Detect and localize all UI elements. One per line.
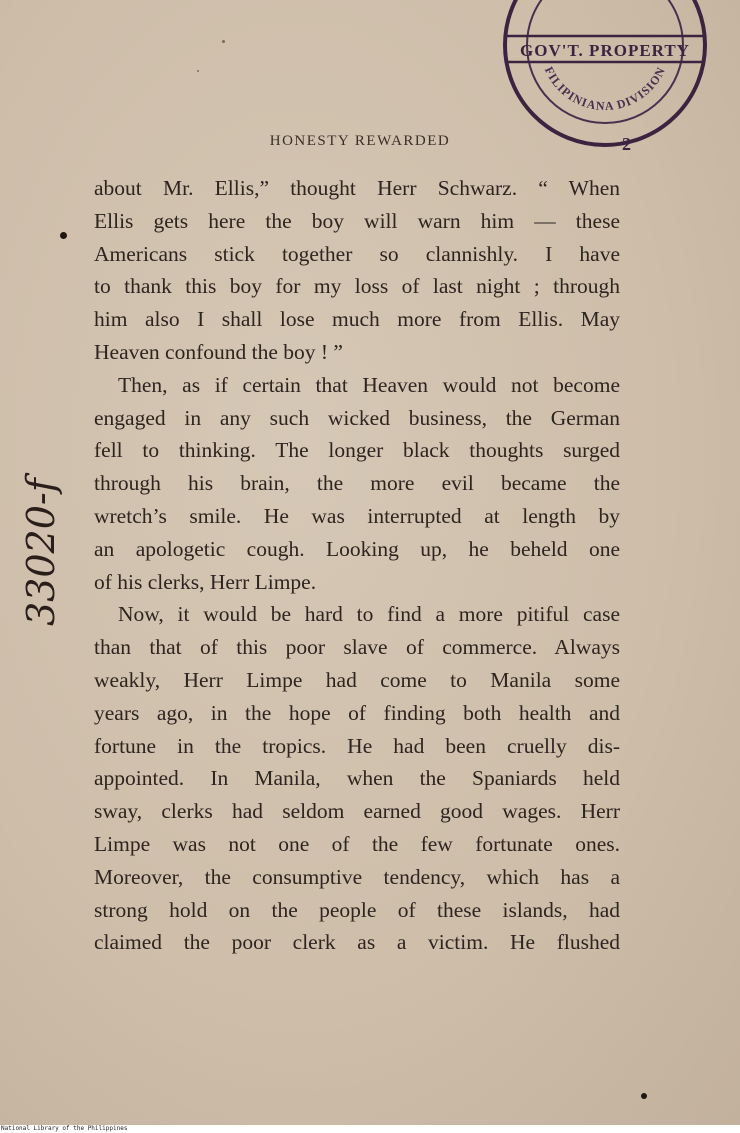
text-line: fortune in the tropics. He had been cruelly dis- [94, 733, 620, 758]
text-line: claimed the poor clerk as a victim. He flushed [94, 930, 620, 955]
running-head: HONESTY REWARDED [269, 133, 451, 149]
ink-speck [641, 1093, 647, 1099]
text-line: sway, clerks had seldom earned good wages. Herr [94, 799, 620, 824]
text-line: fell to thinking. The longer black thoughts surged [94, 438, 620, 463]
text-line: Americans stick together so clannishly. I have [94, 241, 620, 266]
stamp-top-text: GOV'T. PROPERTY [520, 41, 690, 60]
ink-speck [222, 40, 225, 43]
text-line: Ellis gets here the boy will warn him — these [94, 208, 620, 233]
stamp-ring-text: FILIPINIANA DIVISION [541, 64, 669, 114]
text-line: about Mr. Ellis,” thought Herr Schwarz. “ When [94, 176, 620, 200]
library-stamp [500, 0, 710, 150]
text-line: to thank this boy for my loss of last night ; through [94, 274, 620, 299]
ink-speck [197, 70, 199, 72]
text-line: of his clerks, Herr Limpe. [94, 569, 317, 594]
text-line: him also I shall lose much more from Ellis. May [94, 307, 620, 332]
text-line: weakly, Herr Limpe had come to Manila some [94, 667, 620, 692]
text-line: Then, as if certain that Heaven would not become [118, 372, 620, 397]
text-line: wretch’s smile. He was interrupted at length by [94, 503, 620, 528]
text-line: Moreover, the consumptive tendency, which has a [94, 864, 620, 889]
footer-credit: National Library of the Philippines [0, 1125, 740, 1133]
text-line: Heaven confound the boy ! ” [94, 339, 343, 364]
text-line: strong hold on the people of these islands, had [94, 897, 620, 922]
text-line: than that of this poor slave of commerce. Always [94, 635, 620, 660]
stamp-number: 2 [622, 134, 631, 150]
handwritten-call-number [12, 440, 72, 630]
text-line: Now, it would be hard to find a more pitiful case [118, 602, 620, 627]
text-line: an apologetic cough. Looking up, he beheld one [94, 536, 620, 561]
text-line: engaged in any such wicked business, the German [94, 405, 620, 430]
text-line: Limpe was not one of the few fortunate ones. [94, 831, 620, 856]
text-line: years ago, in the hope of finding both health and [94, 700, 620, 725]
text-line: through his brain, the more evil became the [94, 471, 620, 496]
handwritten-note-text: 33020-f [19, 478, 63, 626]
text-line: appointed. In Manila, when the Spaniards held [94, 766, 620, 791]
body-text [94, 172, 620, 959]
ink-speck [60, 232, 67, 239]
